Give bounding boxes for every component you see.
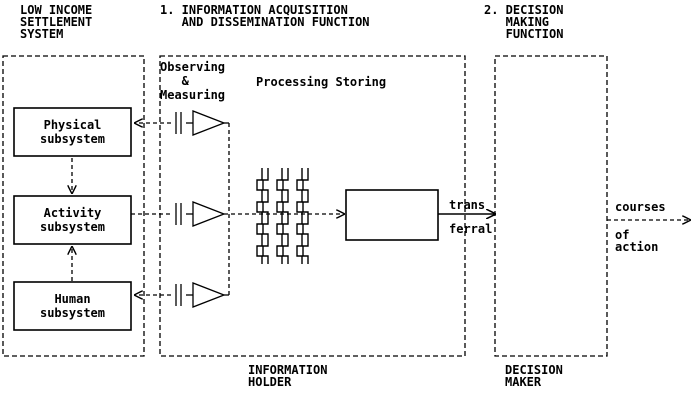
transferral-label-bottom: ferral	[449, 222, 493, 236]
processing-storing-label: Processing Storing	[256, 75, 387, 89]
of-action-label: of action	[615, 228, 659, 254]
transferral-label-top: trans	[449, 198, 486, 212]
processing-column-1	[257, 168, 268, 264]
activity-sensor-icon	[176, 202, 224, 226]
decision-function-header: 2. DECISION MAKING FUNCTION	[484, 3, 564, 41]
courses-label: courses	[615, 200, 666, 214]
observing-measuring-label: Observing & Measuring	[160, 60, 226, 102]
decision-maker-frame	[495, 56, 607, 356]
human-sensor-icon	[176, 283, 224, 307]
physical-subsystem-label: Physical subsystem	[39, 118, 106, 146]
decision-maker-footer: DECISION MAKER	[505, 363, 563, 389]
human-subsystem-label: Human subsystem	[39, 292, 106, 320]
activity-subsystem-label: Activity subsystem	[39, 206, 106, 234]
information-holder-footer: INFORMATION HOLDER	[248, 363, 328, 389]
low-income-system-header: LOW INCOME SETTLEMENT SYSTEM	[20, 3, 93, 41]
information-function-header: 1. INFORMATION ACQUISITION AND DISSEMINATION FUNCTION	[160, 3, 370, 29]
physical-sensor-icon	[176, 111, 224, 135]
storage-box	[346, 190, 438, 240]
processing-column-2	[277, 168, 288, 264]
processing-column-3	[297, 168, 308, 264]
